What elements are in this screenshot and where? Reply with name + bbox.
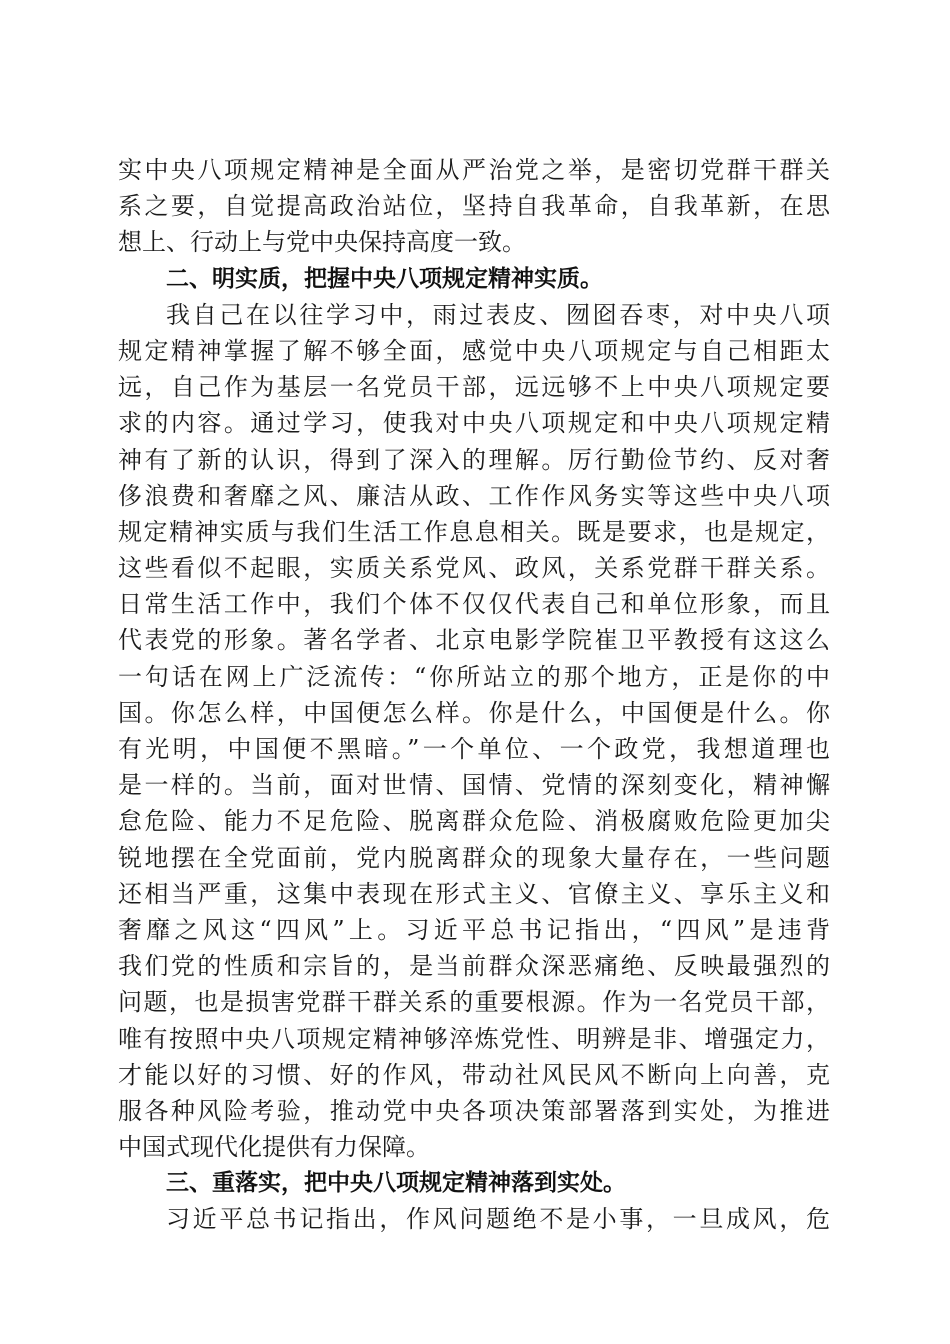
body-text-line: 习近平总书记指出，作风问题绝不是小事，一旦成风，危 bbox=[166, 1205, 830, 1234]
section-heading-3: 三、重落实，把中央八项规定精神落到实处。 bbox=[166, 1170, 626, 1197]
body-text-line: 规定精神掌握了解不够全面，感觉中央八项规定与自己相距太 bbox=[118, 336, 830, 365]
body-text-line: 侈浪费和奢靡之风、廉洁从政、工作作风务实等这些中央八项 bbox=[118, 481, 830, 510]
body-text-line: 问题，也是损害党群干群关系的重要根源。作为一名党员干部， bbox=[118, 988, 830, 1017]
body-text-line: 远，自己作为基层一名党员干部，远远够不上中央八项规定要 bbox=[118, 373, 830, 402]
body-text-line: 一句话在网上广泛流传：“你所站立的那个地方，正是你的中 bbox=[118, 662, 830, 691]
body-text-line: 想上、行动上与党中央保持高度一致。 bbox=[118, 228, 526, 257]
body-text-line: 有光明，中国便不黑暗。”一个单位、一个政党，我想道理也 bbox=[118, 735, 830, 763]
body-text-line: 日常生活工作中，我们个体不仅仅代表自己和单位形象，而且 bbox=[118, 590, 830, 619]
body-text-line: 唯有按照中央八项规定精神够淬炼党性、明辨是非、增强定力， bbox=[118, 1024, 830, 1053]
body-text-line: 代表党的形象。著名学者、北京电影学院崔卫平教授有这这么 bbox=[118, 626, 830, 655]
body-text-line: 锐地摆在全党面前，党内脱离群众的现象大量存在，一些问题 bbox=[118, 843, 830, 872]
body-text-line: 怠危险、能力不足危险、脱离群众危险、消极腐败危险更加尖 bbox=[118, 807, 830, 836]
body-text-line: 神有了新的认识，得到了深入的理解。厉行勤俭节约、反对奢 bbox=[118, 445, 830, 474]
body-text-line: 我们党的性质和宗旨的，是当前群众深恶痛绝、反映最强烈的 bbox=[118, 952, 830, 981]
document-page bbox=[118, 152, 830, 1238]
body-text-line: 国。你怎么样，中国便怎么样。你是什么，中国便是什么。你 bbox=[118, 698, 830, 727]
body-text-line: 才能以好的习惯、好的作风，带动社风民风不断向上向善，克 bbox=[118, 1060, 830, 1089]
body-text-line: 奢靡之风这“四风”上。习近平总书记指出，“四风”是违背 bbox=[118, 915, 830, 944]
body-text-line: 是一样的。当前，面对世情、国情、党情的深刻变化，精神懈 bbox=[118, 771, 830, 800]
body-text-line: 求的内容。通过学习，使我对中央八项规定和中央八项规定精 bbox=[118, 409, 830, 438]
body-text-line: 还相当严重，这集中表现在形式主义、官僚主义、享乐主义和 bbox=[118, 879, 830, 908]
body-text-line: 中国式现代化提供有力保障。 bbox=[118, 1133, 430, 1162]
body-text-line: 系之要，自觉提高政治站位，坚持自我革命，自我革新，在思 bbox=[118, 192, 830, 221]
body-text-line: 这些看似不起眼，实质关系党风、政风，关系党群干群关系。 bbox=[118, 554, 830, 583]
body-text-line: 规定精神实质与我们生活工作息息相关。既是要求，也是规定， bbox=[118, 517, 830, 546]
body-text-line: 我自己在以往学习中，雨过表皮、囫囵吞枣，对中央八项 bbox=[166, 300, 830, 329]
body-text-line: 实中央八项规定精神是全面从严治党之举，是密切党群干群关 bbox=[118, 156, 830, 184]
section-heading-2: 二、明实质，把握中央八项规定精神实质。 bbox=[166, 265, 603, 292]
body-text-line: 服各种风险考验，推动党中央各项决策部署落到实处，为推进 bbox=[118, 1096, 830, 1125]
